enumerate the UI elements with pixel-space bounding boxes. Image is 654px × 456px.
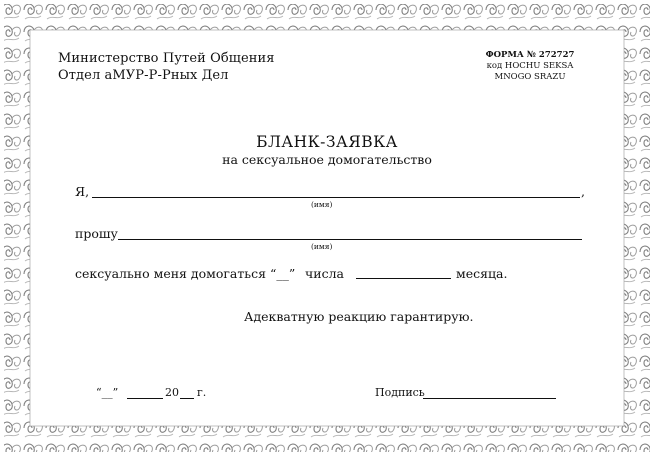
- label-mesyaca: месяца.: [456, 266, 508, 281]
- footer-day-field[interactable]: “__”: [96, 386, 119, 399]
- organization-name: Министерство Путей Общения: [58, 51, 275, 66]
- document-title: БЛАНК-ЗАЯВКА: [256, 133, 398, 151]
- signature-label: Подпись: [375, 386, 425, 399]
- form-code-cont: MNOGO SRAZU: [494, 72, 566, 82]
- form-code: код HOCHU SEKSA: [486, 61, 574, 71]
- label-comma: ,: [581, 184, 585, 199]
- hint-name-2: (имя): [311, 242, 333, 251]
- request-text: сексуально меня домогаться: [75, 266, 266, 281]
- document-subtitle: на сексуальное домогательство: [222, 152, 432, 167]
- signature-line[interactable]: [423, 398, 556, 399]
- month-field-line[interactable]: [356, 278, 451, 279]
- department-name: Отдел аМУР-Р-Рных Дел: [58, 68, 229, 83]
- label-chisla: числа: [305, 266, 344, 281]
- footer-year-suffix: г.: [197, 386, 207, 399]
- footer-year-prefix: 20: [165, 386, 179, 399]
- footer-month-line[interactable]: [127, 398, 163, 399]
- label-ya: Я,: [75, 184, 90, 199]
- form-number: ФОРМА № 272727: [485, 50, 575, 60]
- hint-name-1: (имя): [311, 200, 333, 209]
- guarantee-text: Адекватную реакцию гарантирую.: [244, 309, 474, 324]
- day-field[interactable]: “__”: [270, 266, 296, 281]
- name-field-line-2[interactable]: [118, 239, 582, 240]
- label-proshu: прошу: [75, 226, 118, 241]
- footer-year-line[interactable]: [180, 398, 194, 399]
- name-field-line-1[interactable]: [92, 197, 580, 198]
